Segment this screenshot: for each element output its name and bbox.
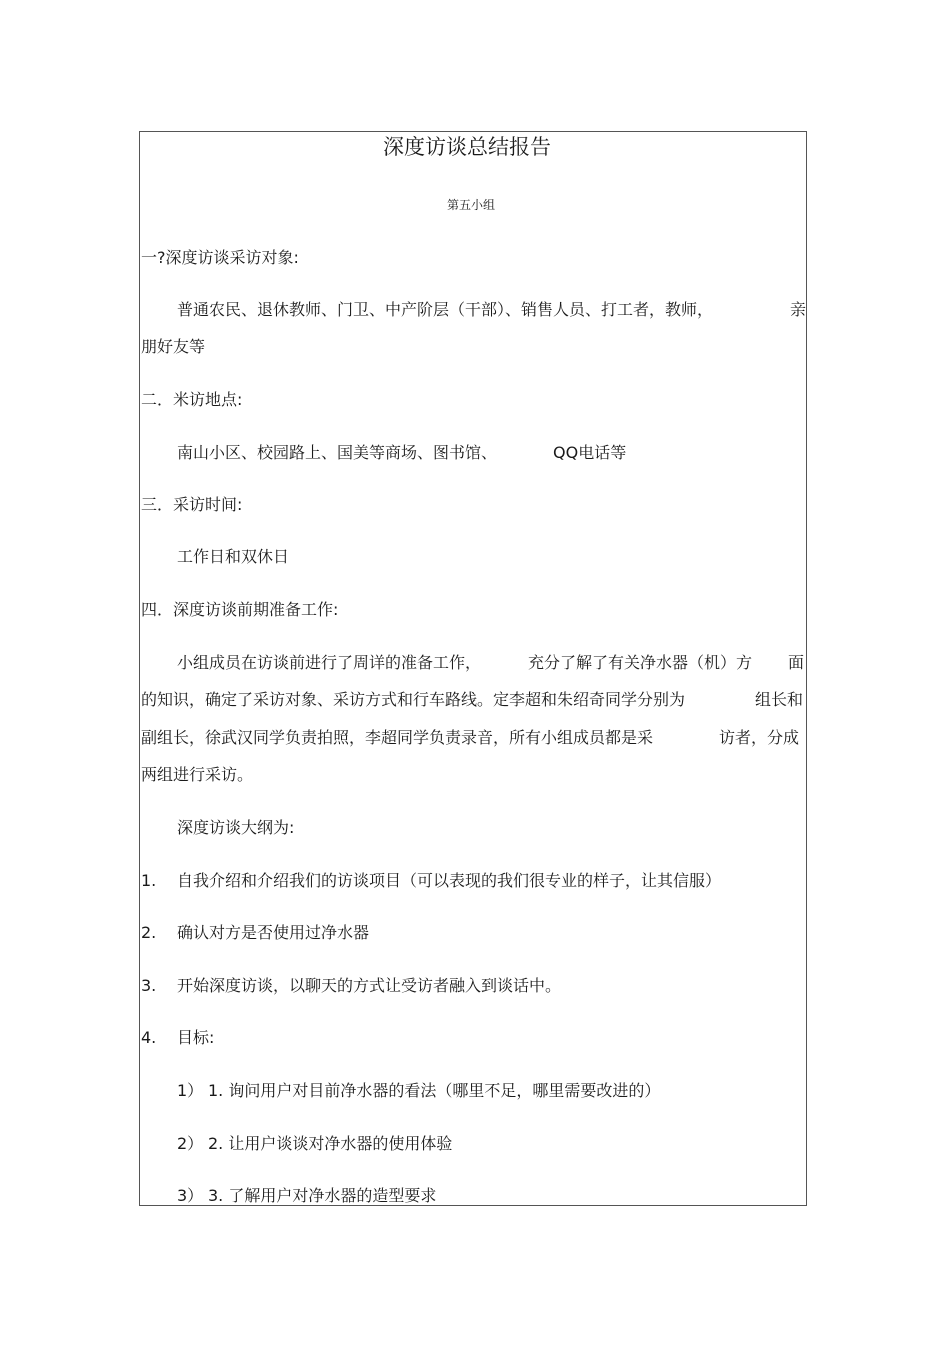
goal-number: 1）	[177, 1081, 204, 1100]
group-name: 第五小组	[447, 198, 496, 212]
section4-para-line3: 副组长，徐武汉同学负责拍照，李超同学负责录音，所有小组成员都是采	[141, 728, 654, 747]
outline-heading: 深度访谈大纲为:	[177, 818, 295, 837]
outline-item-number: 1.	[141, 871, 157, 890]
report-title: 深度访谈总结报告	[383, 135, 551, 159]
section4-para-line1: 小组成员在访谈前进行了周详的准备工作，	[177, 653, 482, 672]
outline-item-text: 确认对方是否使用过净水器	[177, 923, 370, 942]
outline-item-text: 自我介绍和介绍我们的访谈项目（可以表现的我们很专业的样子，让其信服）	[177, 871, 722, 890]
section4-para-line1-mid: 充分了解了有关净水器（机）方	[528, 653, 753, 672]
goal-text: 3. 了解用户对净水器的造型要求	[208, 1186, 437, 1205]
section2-line-end: QQ电话等	[553, 443, 627, 462]
section3-heading: 三．采访时间:	[141, 495, 243, 514]
outline-item-number: 2.	[141, 923, 157, 942]
goal-text: 1. 询问用户对目前净水器的看法（哪里不足，哪里需要改进的）	[208, 1081, 661, 1100]
section1-line1: 普通农民、退休教师、门卫、中产阶层（干部）、销售人员、打工者，教师，	[177, 300, 714, 319]
section4-para-line2: 的知识，确定了采访对象、采访方式和行车路线。定李超和朱绍奇同学分别为	[141, 690, 686, 709]
section4-para-line3-end: 访者，分成	[719, 728, 800, 747]
section1-line2: 朋好友等	[141, 337, 206, 356]
section2-line: 南山小区、校园路上、国美等商场、图书馆、	[177, 443, 498, 462]
section4-para-line1-end: 面	[788, 653, 805, 672]
goal-number: 2）	[177, 1134, 204, 1153]
outline-item-number: 3.	[141, 976, 157, 995]
outline-item-text: 开始深度访谈，以聊天的方式让受访者融入到谈话中。	[177, 976, 562, 995]
goal-number: 3）	[177, 1186, 204, 1205]
section1-line1-end: 亲	[790, 300, 807, 319]
section2-heading: 二．米访地点:	[141, 390, 243, 409]
section3-line: 工作日和双休日	[177, 547, 290, 566]
goal-text: 2. 让用户谈谈对净水器的使用体验	[208, 1134, 453, 1153]
outline-item-text: 目标:	[177, 1028, 215, 1047]
section4-para-line2-end: 组长和	[755, 690, 804, 709]
outline-item-number: 4.	[141, 1028, 157, 1047]
section1-heading: 一?深度访谈采访对象:	[141, 248, 299, 267]
section4-para-line4: 两组进行采访。	[141, 765, 254, 784]
section4-heading: 四．深度访谈前期准备工作:	[141, 600, 339, 619]
